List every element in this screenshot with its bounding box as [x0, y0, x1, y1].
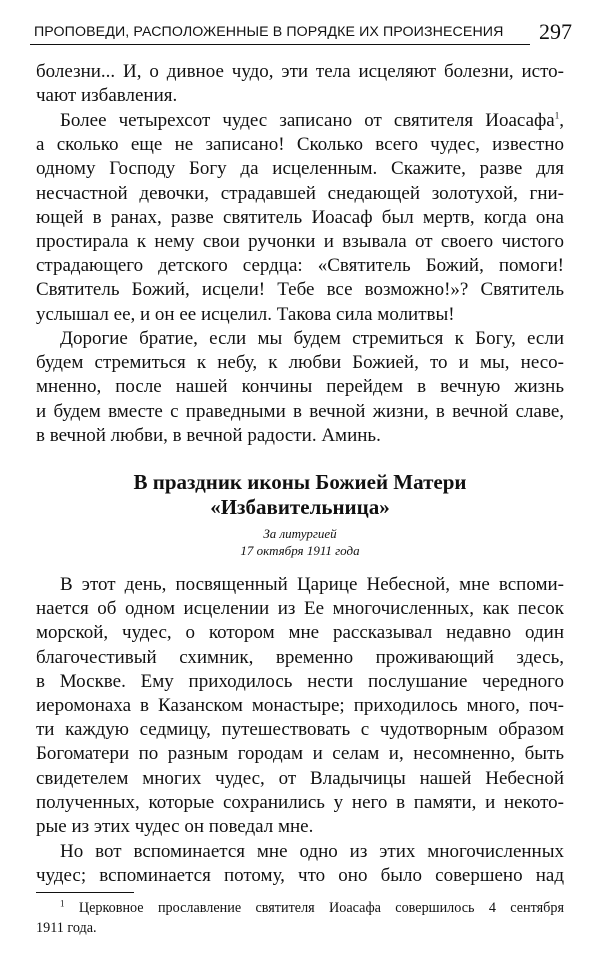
section-occasion: За литургией	[263, 526, 337, 541]
footnote-line	[36, 898, 564, 918]
paragraph-3	[36, 327, 564, 448]
text-line: в Москве. Ему приходилось нести послушание чередного	[36, 670, 564, 692]
text-line: будем стремиться к небу, к любви Божией, то и мы, несо-	[36, 352, 564, 374]
footnote-rule	[36, 892, 134, 893]
section-title-line: «Избавительница»	[210, 495, 390, 519]
text-line: Святитель Божий, исцели! Тебе все возможно!»? Святитель	[36, 279, 564, 301]
page-number: 297	[539, 19, 572, 44]
text-line: иеромонаха в Казанском монастыре; приходилось много, поч-	[36, 694, 564, 716]
text-line: полученных, которые сохранились у него в памяти, и некото-	[36, 791, 564, 813]
text-line: и будем вместе с праведными в вечной жизни, в вечной славе,	[36, 400, 564, 422]
text-line: В этот день, посвященный Царице Небесной, мне вспоми-	[60, 574, 564, 595]
text-line: простирала к нему свои ручонки и взывала от своего чистого	[36, 230, 564, 252]
footnote	[36, 898, 564, 938]
text-line: чудес; вспоминается потому, что оно было совершено над	[36, 865, 564, 887]
text-line: рые из этих чудес он поведал мне.	[36, 815, 314, 837]
text-line: благочестивый схимник, временно проживающий здесь,	[36, 646, 564, 668]
text-line: мненно, после нашей кончины перейдем в вечную жизнь	[36, 376, 564, 398]
section-dateline	[36, 525, 564, 559]
text-line: в вечной любви, в вечной радости. Аминь.	[36, 424, 381, 446]
text-line	[36, 109, 564, 133]
section-title-line: В праздник иконы Божией Матери	[133, 470, 467, 494]
text-line-part: ,	[559, 110, 564, 131]
text-line: ти каждую седмицу, путешествовать с чудотворным образом	[36, 719, 564, 741]
text-line: морской, чудес, о котором мне рассказывал недавно один	[36, 622, 564, 644]
footnote-mark[interactable]: 1	[554, 110, 560, 121]
text-line: несчастной девочки, страдавшей снедающей золотухой, гни-	[36, 182, 564, 204]
section-title	[36, 470, 564, 520]
header-rule	[30, 44, 530, 45]
paragraph-2	[36, 109, 564, 327]
text-line: болезни... И, о дивное чудо, эти тела исцеляют болезни, исто-	[36, 61, 564, 82]
paragraph-4	[36, 573, 564, 839]
text-line: а сколько еще не записано! Сколько всего чудес, известно	[36, 134, 564, 156]
running-header	[30, 16, 570, 46]
text-line: услышал ее, и он ее исцелил. Такова сила молитвы!	[36, 303, 455, 325]
text-line: страдающего детского сердца: «Святитель Божий, помоги!	[36, 255, 564, 277]
text-line: Дорогие братие, если мы будем стремиться к Богу, если	[60, 328, 564, 349]
footnote-text: Церковное прославление святителя Иоасафа совершилось 4 сентября	[78, 900, 564, 916]
text-line: ющей в ранах, разве святитель Иоасаф был мертв, когда она	[36, 206, 564, 228]
footnote-line: 1911 года.	[36, 920, 97, 936]
section-date: 17 октября 1911 года	[240, 543, 360, 558]
text-line: одному Господу Богу да исцеленным. Скажите, разве для	[36, 158, 564, 180]
text-line: Богоматери по разным городам и селам и, несомненно, быть	[36, 743, 564, 765]
text-line-part: Более четырехсот чудес записано от святителя Иоасафа	[60, 110, 555, 131]
text-line: свидетелем многих чудес, от Владычицы нашей Небесной	[36, 767, 564, 789]
footnote-number: 1	[60, 898, 65, 909]
paragraph-1	[36, 60, 564, 108]
running-title: ПРОПОВЕДИ, РАСПОЛОЖЕННЫЕ В ПОРЯДКЕ ИХ ПРОИЗНЕСЕНИЯ	[34, 24, 504, 40]
text-line: чают избавления.	[36, 85, 178, 107]
paragraph-5	[36, 840, 564, 888]
text-line: нается об одном исцелении из Ее многочисленных, как песок	[36, 598, 564, 620]
text-line: Но вот вспоминается мне одно из этих многочисленных	[60, 841, 564, 862]
